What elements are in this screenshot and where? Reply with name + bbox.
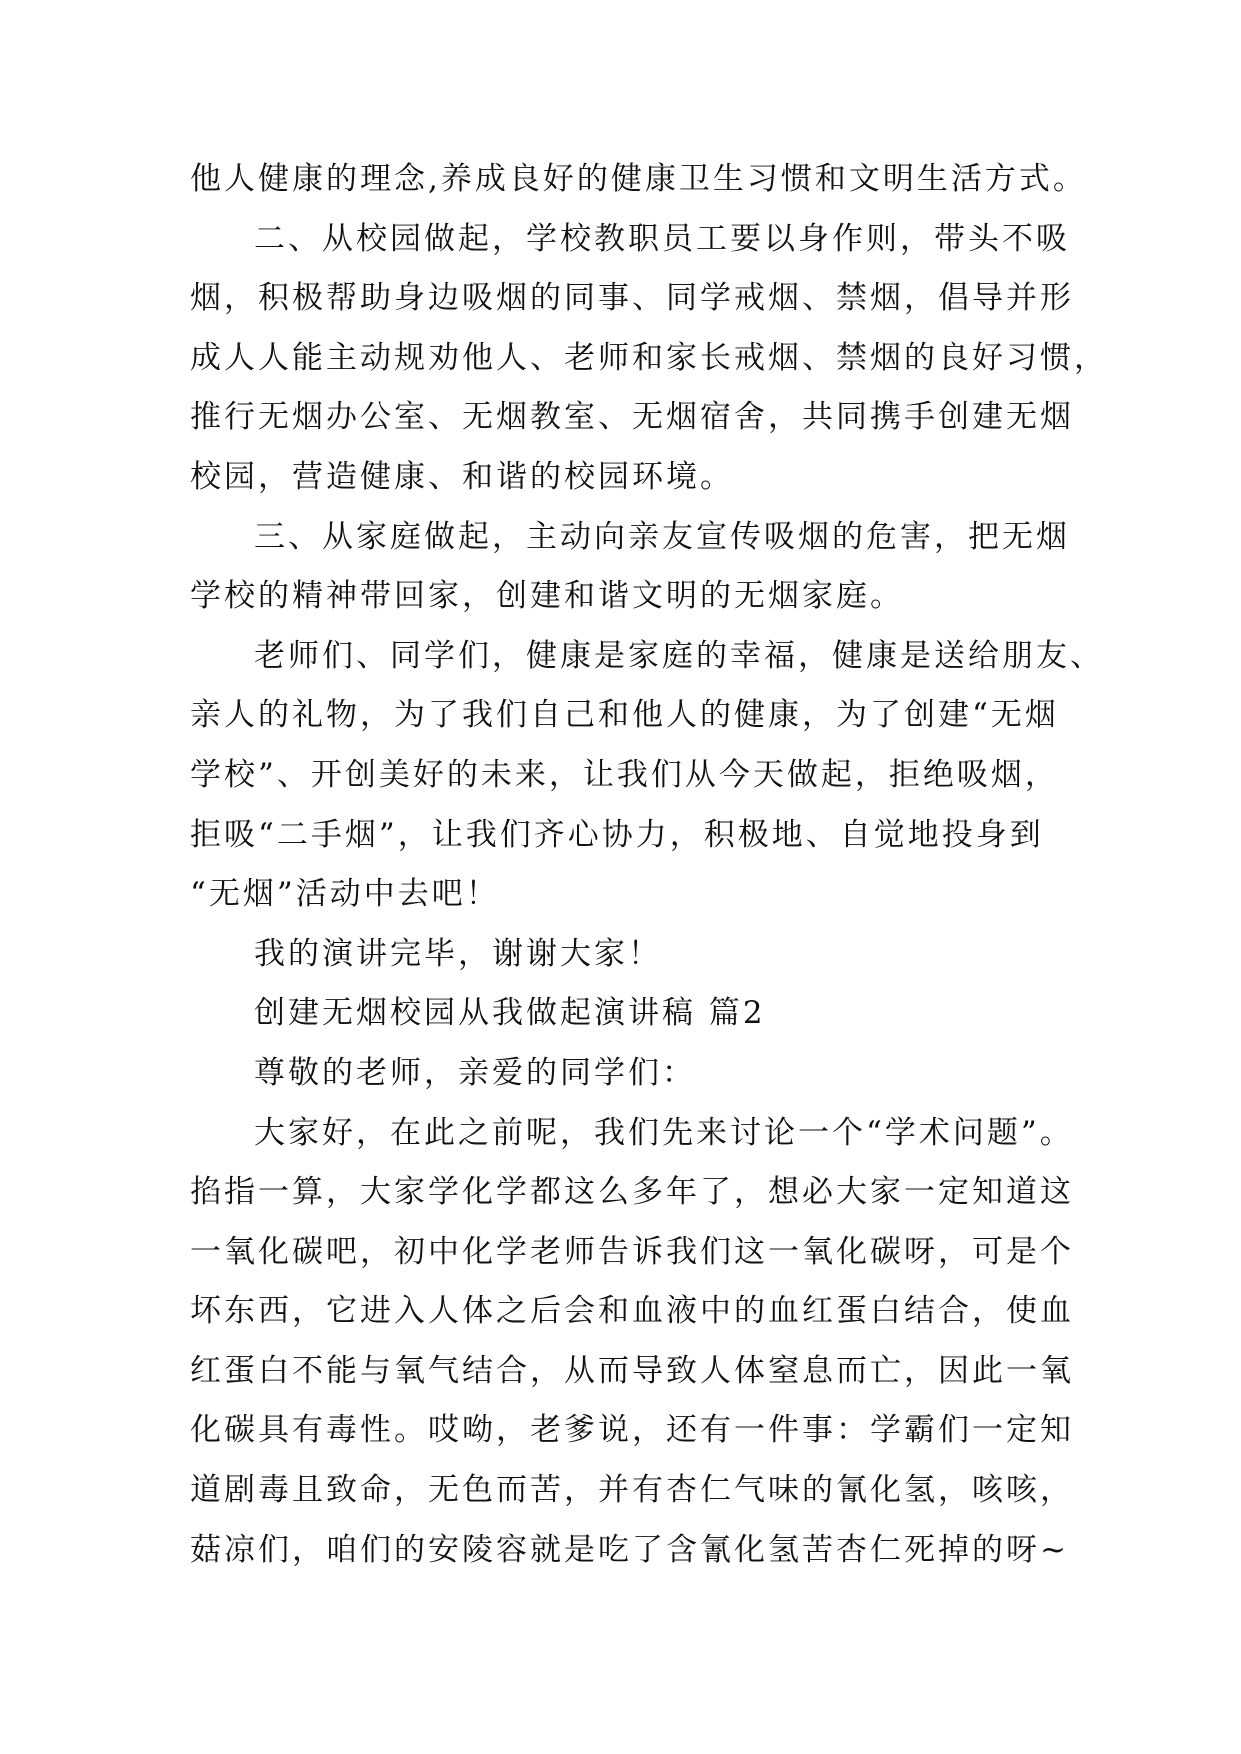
document-body xyxy=(190,150,1108,1580)
section-heading: 创建无烟校园从我做起演讲稿 篇2 xyxy=(254,995,766,1032)
text-line: 化碳具有毒性。哎呦，老爹说，还有一件事：学霸们一定知 xyxy=(190,1412,1074,1449)
salutation: 尊敬的老师，亲爱的同学们： xyxy=(254,1054,696,1091)
text-line: 二、从校园做起，学校教职员工要以身作则，带头不吸 xyxy=(254,220,1070,257)
text-line: 道剧毒且致命，无色而苦，并有杏仁气味的氰化氢，咳咳， xyxy=(190,1472,1074,1509)
text-line: 掐指一算，大家学化学都这么多年了，想必大家一定知道这 xyxy=(190,1174,1074,1211)
text-line: 成人人能主动规劝他人、老师和家长戒烟、禁烟的良好习惯， xyxy=(190,339,1108,376)
text-line: 老师们、同学们，健康是家庭的幸福，健康是送给朋友、 xyxy=(254,637,1104,674)
text-line: “无烟”活动中去吧！ xyxy=(190,876,500,913)
text-line: 我的演讲完毕，谢谢大家！ xyxy=(254,935,662,972)
text-line: 菇凉们，咱们的安陵容就是吃了含氰化氢苦杏仁死掉的呀~ xyxy=(190,1531,1069,1568)
text-line: 三、从家庭做起，主动向亲友宣传吸烟的危害，把无烟 xyxy=(254,518,1070,555)
text-line: 烟，积极帮助身边吸烟的同事、同学戒烟、禁烟，倡导并形 xyxy=(190,280,1074,317)
text-line: 坏东西，它进入人体之后会和血液中的血红蛋白结合，使血 xyxy=(190,1293,1074,1330)
text-line: 学校的精神带回家，创建和谐文明的无烟家庭。 xyxy=(190,578,904,615)
text-line: 推行无烟办公室、无烟教室、无烟宿舍，共同携手创建无烟 xyxy=(190,399,1074,436)
text-line: 拒吸“二手烟”，让我们齐心协力，积极地、自觉地投身到 xyxy=(190,816,1044,853)
text-line: 红蛋白不能与氧气结合，从而导致人体窒息而亡，因此一氧 xyxy=(190,1352,1074,1389)
text-line: 校园，营造健康、和谐的校园环境。 xyxy=(190,458,734,495)
text-line: 大家好，在此之前呢，我们先来讨论一个“学术问题”。 xyxy=(254,1114,1074,1151)
text-line: 学校”、开创美好的未来，让我们从今天做起，拒绝吸烟， xyxy=(190,756,1059,793)
text-line: 他人健康的理念,养成良好的健康卫生习惯和文明生活方式。 xyxy=(190,161,1087,197)
text-line: 一氧化碳吧，初中化学老师告诉我们这一氧化碳呀，可是个 xyxy=(190,1233,1074,1270)
text-line: 亲人的礼物，为了我们自己和他人的健康，为了创建“无烟 xyxy=(190,697,1059,734)
